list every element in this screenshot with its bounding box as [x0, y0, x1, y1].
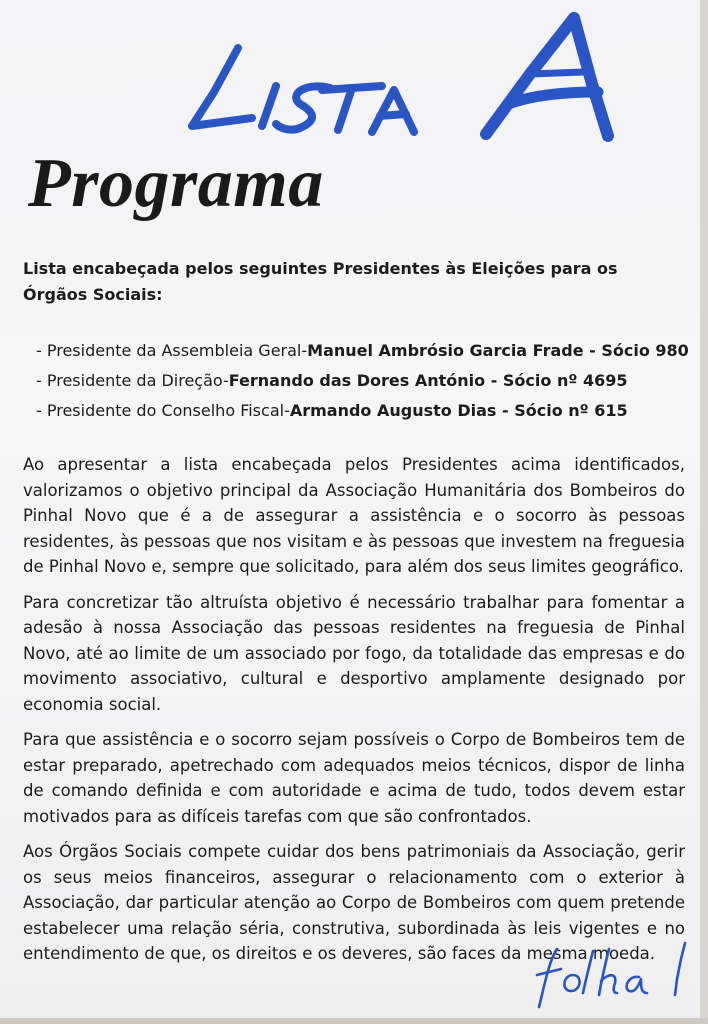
table-edge-bottom [0, 1018, 708, 1024]
intro-text: Lista encabeçada pelos seguintes Presidentes às Eleições para os Órgãos Sociais: [23, 259, 618, 304]
presidents-list [36, 336, 696, 426]
paragraph-objective: Ao apresentar a lista encabeçada pelos Presidentes acima identificados, valorizamos o objetivo principal da Associação Humanitária dos Bombeiros do Pinhal Novo que é a de assegurar a assistência e o socorro às pessoas residentes, às pessoas que nos visitam e às pessoas que investem na freguesia de Pinhal Novo e, sempre que solicitado, para além dos seus limites geográfico. [23, 455, 685, 576]
page-title: Programa [28, 145, 324, 222]
president-name: Fernando das Dores António [228, 371, 486, 390]
list-item [36, 366, 696, 396]
handwritten-lista-a [0, 0, 708, 160]
member-number: - Sócio nº 4695 [485, 371, 628, 390]
program-body [23, 452, 685, 977]
list-item [36, 396, 696, 426]
list-item [36, 336, 696, 366]
paragraph-preparedness: Para que assistência e o socorro sejam possíveis o Corpo de Bombeiros tem de estar preparado, apetrechado com adequados meios técnicos, dispor de linha de comando definida e com autoridade e acima de tudo, todos devem estar motivados para as difíceis tarefas com que são confrontados. [23, 730, 685, 826]
president-role: - Presidente da Assembleia Geral- [36, 341, 308, 360]
paragraph-membership: Para concretizar tão altruísta objetivo é necessário trabalhar para fomentar a adesão à nossa Associação das pessoas residentes na freguesia de Pinhal Novo, até ao limite de um associado por fogo, da totalidade das empresas e do movimento associativo, cultural e desportivo amplamente designado por economia social. [23, 592, 685, 714]
president-name: Manuel Ambrósio Garcia Frade [307, 341, 584, 360]
president-role: - Presidente do Conselho Fiscal- [36, 401, 290, 420]
handwritten-folha-1 [535, 935, 705, 1015]
member-number: - Sócio nº 615 [496, 401, 628, 420]
paragraph-governance: Aos Órgãos Sociais compete cuidar dos bens patrimoniais da Associação, gerir os seus meios financeiros, assegurar o relacionamento com o exterior à Associação, dar particular atenção ao Corpo de Bombeiros com quem pretende estabelecer uma relação séria, construtiva, subordinada às leis vigentes e no entendimento de que, os direitos e os deveres, são faces da mesma moeda. [23, 842, 685, 963]
president-name: Armando Augusto Dias [289, 401, 497, 420]
member-number: - Sócio 980 [583, 341, 689, 360]
president-role: - Presidente da Direção- [36, 371, 229, 390]
